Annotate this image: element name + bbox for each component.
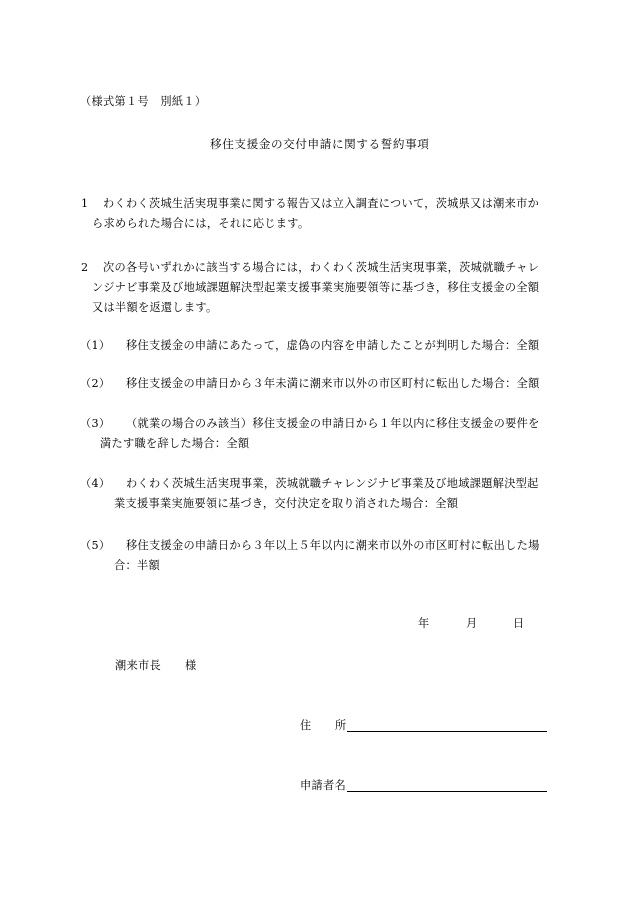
clause-number: 2 xyxy=(81,261,89,274)
subitem-text-line: 合：半額 xyxy=(114,559,160,572)
address-label-part1: 住 xyxy=(300,719,312,732)
subitem-text-line: 移住支援金の申請日から３年以上５年以内に潮来市以外の市区町村に転出した場 xyxy=(126,539,540,552)
form-label: （様式第１号 別紙１） xyxy=(80,95,207,108)
subitem-text-line: 移住支援金の申請にあたって，虚偽の内容を申請したことが判明した場合：全額 xyxy=(126,339,540,352)
address-input-line[interactable] xyxy=(347,731,547,732)
applicant-name-label: 申請者名 xyxy=(300,779,346,792)
clause-text-line: わくわく茨城生活実現事業に関する報告又は立入調査について，茨城県又は潮来市か xyxy=(103,197,540,210)
clause-text-line: ら求められた場合には，それに応じます。 xyxy=(92,217,310,230)
clause-text-line: 又は半額を返還します。 xyxy=(92,301,218,314)
subitem-number: （5） xyxy=(80,539,111,552)
clause-number: 1 xyxy=(81,197,89,210)
page-title: 移住支援金の交付申請に関する誓約事項 xyxy=(210,137,430,151)
date-year-label: 年 xyxy=(418,617,430,630)
subitem-text-line: 業支援事業実施要領に基づき，交付決定を取り消された場合：全額 xyxy=(114,497,459,510)
subitem-text-line: （就業の場合のみ該当）移住支援金の申請日から１年以内に移住支援金の要件を xyxy=(126,417,540,430)
address-label-part2: 所 xyxy=(335,719,347,732)
date-month-label: 月 xyxy=(466,617,478,630)
clause-text-line: ンジナビ事業及び地域課題解決型起業支援事業実施要領等に基づき，移住支援金の全額 xyxy=(92,281,540,294)
subitem-text-line: 満たす職を辞した場合：全額 xyxy=(100,437,250,450)
subitem-text-line: わくわく茨城生活実現事業，茨城就職チャレンジナビ事業及び地域課題解決型起 xyxy=(126,477,539,490)
subitem-number: （2） xyxy=(80,377,111,390)
subitem-number: （4） xyxy=(80,477,111,490)
clause-text-line: 次の各号いずれかに該当する場合には，わくわく茨城生活実現事業，茨城就職チャレ xyxy=(103,261,540,274)
applicant-name-input-line[interactable] xyxy=(347,791,547,792)
addressee-name: 潮来市長 xyxy=(115,659,161,672)
subitem-number: （3） xyxy=(80,417,111,430)
subitem-text-line: 移住支援金の申請日から３年未満に潮来市以外の市区町村に転出した場合：全額 xyxy=(126,377,540,390)
date-day-label: 日 xyxy=(513,617,525,630)
addressee-honorific: 様 xyxy=(185,659,197,672)
subitem-number: （1） xyxy=(80,339,111,352)
